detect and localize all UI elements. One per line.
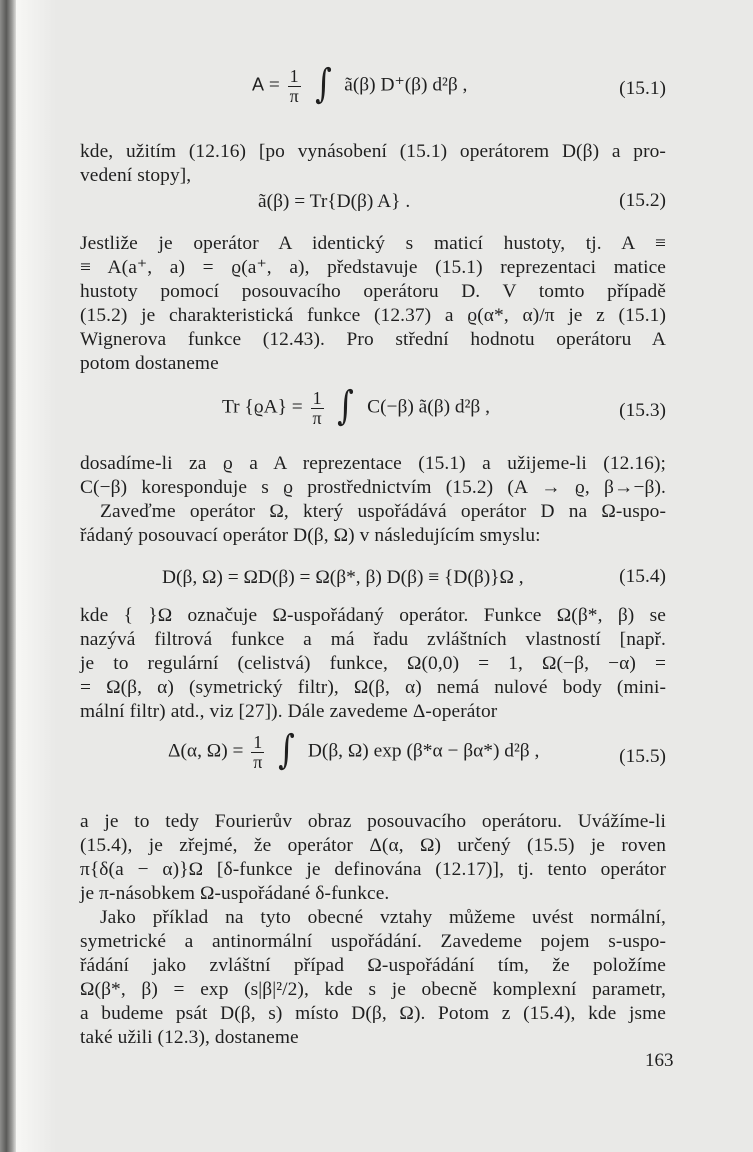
text-line: je to regulární (celistvá) funkce, Ω(0,0) = 1, Ω(−β, −α) = [80,653,666,674]
equation-label: (15.2) [619,190,666,211]
text-line: Jako příklad na tyto obecné vztahy můžeme uvést normální, [100,907,666,928]
integral-sign-icon: ∫ [314,61,332,107]
text-line: řádání jako zvláštní případ Ω-uspořádání tím, že položíme [80,955,666,976]
eq-lhs: Δ(α, Ω) = [168,740,244,762]
text-line: nazývá filtrová funkce a má řadu zvláštních vlastností [např. [80,629,666,650]
text-line: kde, užitím (12.16) [po vynásobení (15.1) operátorem D(β) a pro- [80,141,666,162]
text-line: ≡ A(a⁺, a) = ϱ(a⁺, a), představuje (15.1) reprezentaci matice [80,257,666,278]
integral-sign-icon: ∫ [337,383,355,429]
eq-lhs: A [252,74,265,95]
equation-15-2: ã(β) = Tr{D(β) A} . [258,191,411,212]
fraction-numerator: 1 [312,387,322,408]
text-line: a budeme psát D(β, s) místo D(β, Ω). Potom z (15.4), kde jsme [80,1003,666,1024]
equation-15-5 [168,727,540,773]
fraction-numerator: 1 [289,65,299,86]
text-line: symetrické a antinormální uspořádání. Zavedeme pojem s-uspo- [80,931,666,952]
fraction-denominator: π [253,751,263,772]
text-line: také užili (12.3), dostaneme [80,1027,299,1048]
text-line: Zaveďme operátor Ω, který uspořádává operátor D na Ω-uspo- [100,501,666,522]
equation-label: (15.3) [619,400,666,421]
text-line: a je to tedy Fourierův obraz posouvacího operátoru. Uvážíme-li [80,811,666,832]
eq-body: ã(β) D⁺(β) d²β , [344,74,468,96]
eq-body: C(−β) ã(β) d²β , [367,396,490,418]
equation-15-3 [222,383,490,429]
equation-label: (15.4) [619,566,666,587]
equation-15-1 [252,61,468,107]
fraction [288,67,301,106]
text-line: Wignerova funkce (12.43). Pro střední hodnotu operátoru A [80,329,666,350]
equation-15-4: D(β, Ω) = ΩD(β) = Ω(β*, β) D(β) ≡ {D(β)}Ω , [162,567,524,588]
text-line: řádaný posouvací operátor D(β, Ω) v následujícím smyslu: [80,525,541,546]
text-line: C(−β) koresponduje s ϱ prostřednictvím (15.2) (A → ϱ, β→−β). [80,477,666,498]
eq-sign: = [268,74,280,96]
text-line: potom dostaneme [80,353,219,374]
text-line: π{δ(a − α)}Ω [δ-funkce je definována (12.17)], tj. tento operátor [80,859,666,880]
eq-body: D(β, Ω) exp (β*α − βα*) d²β , [307,740,540,762]
eq-lhs: Tr {ϱA} = [222,396,303,418]
text-line: kde { }Ω označuje Ω-uspořádaný operátor. Funkce Ω(β*, β) se [80,605,666,626]
text-line: je π-násobkem Ω-uspořádané δ-funkce. [80,883,390,904]
fraction-numerator: 1 [253,731,263,752]
fraction-denominator: π [312,407,322,428]
text-line: = Ω(β, α) (symetrický filtr), Ω(β, α) nemá nulové body (mini- [80,677,666,698]
equation-label: (15.5) [619,746,666,767]
text-line: vedení stopy], [80,165,192,186]
equation-label: (15.1) [619,78,666,99]
text-line: mální filtr) atd., viz [27]). Dále zavedeme Δ-operátor [80,701,498,722]
page-number: 163 [645,1050,674,1071]
integral-sign-icon: ∫ [278,727,295,773]
fraction [311,389,324,428]
text-line: (15.2) je charakteristická funkce (12.37) a ϱ(α*, α)/π je z (15.1) [80,305,666,326]
text-line: (15.4), je zřejmé, že operátor Δ(α, Ω) určený (15.5) je roven [80,835,666,856]
fraction [251,733,264,772]
fraction-denominator: π [289,85,299,106]
text-line: Ω(β*, β) = exp (s|β|²/2), kde s je obecně komplexní parametr, [80,979,666,1000]
text-line: Jestliže je operátor A identický s maticí hustoty, tj. A ≡ [80,233,666,254]
text-line: hustoty pomocí posouvacího operátoru D. V tomto případě [80,281,666,302]
text-line: dosadíme-li za ϱ a A reprezentace (15.1) a užijeme-li (12.16); [80,453,666,474]
